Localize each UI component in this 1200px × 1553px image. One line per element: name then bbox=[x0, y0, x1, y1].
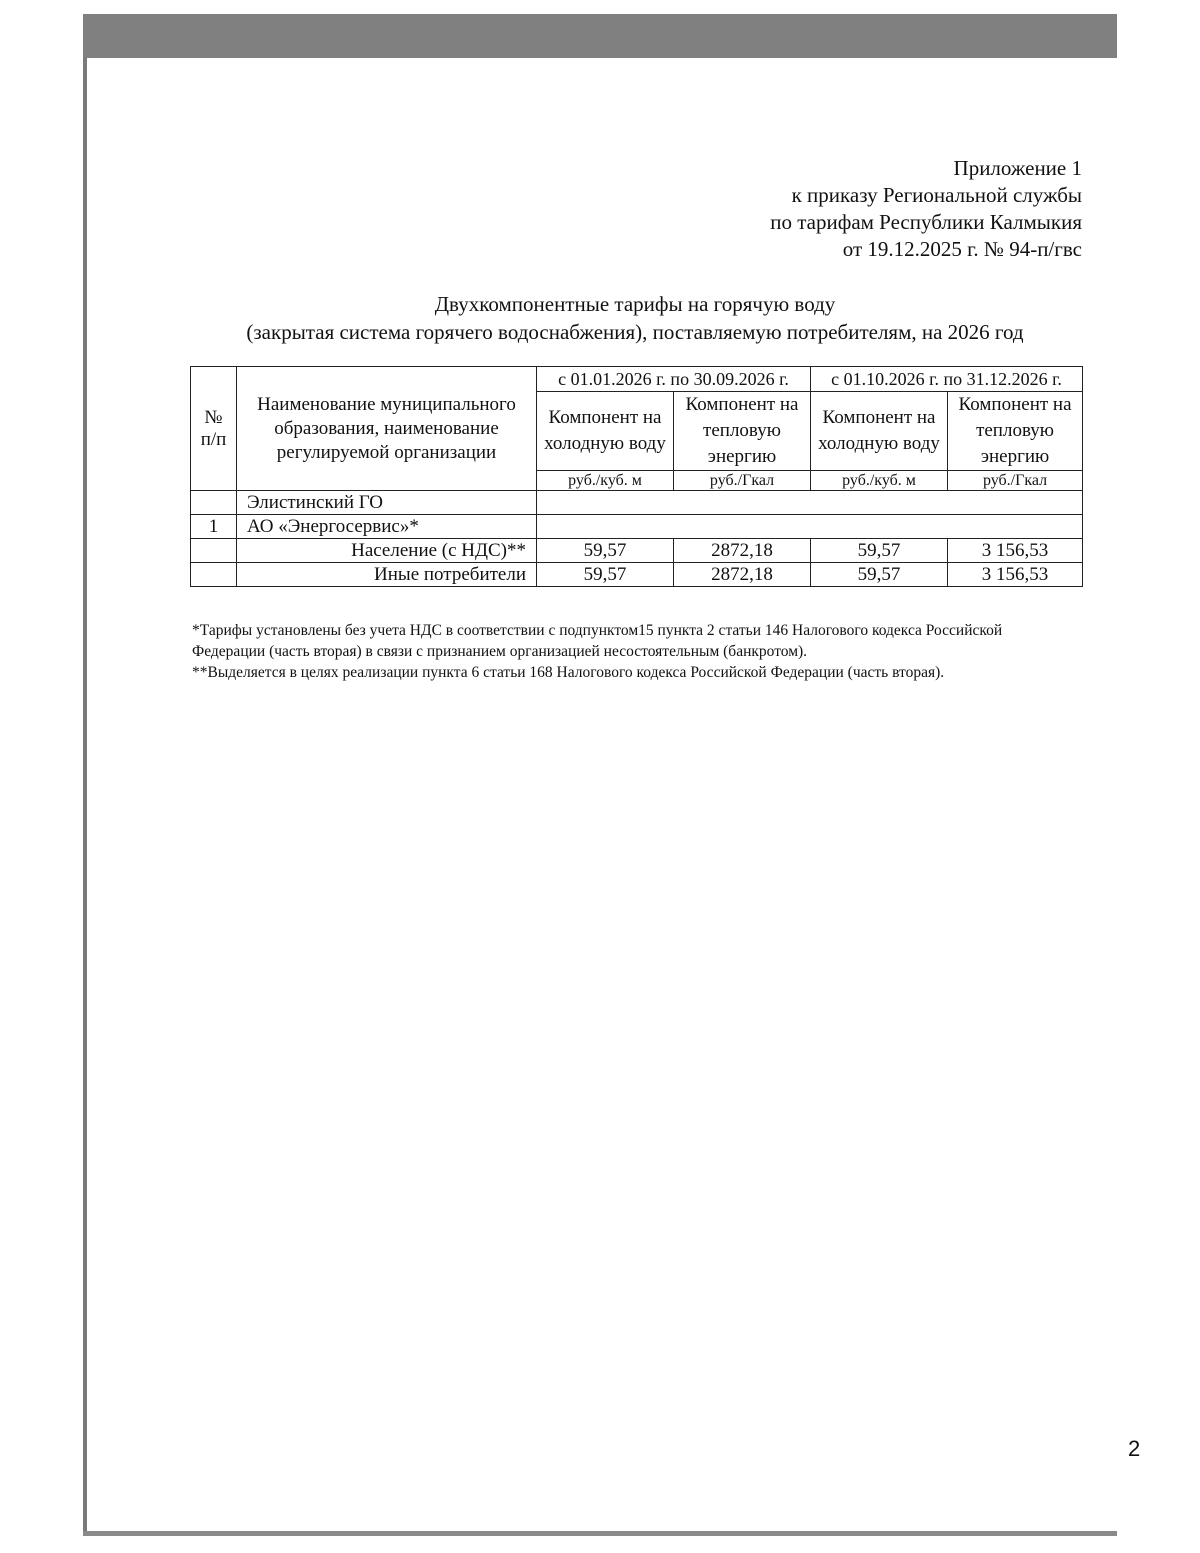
scan-bottom-border bbox=[83, 1531, 1117, 1536]
p2-heat-value: 3 156,53 bbox=[948, 539, 1083, 563]
footnote-1: *Тарифы установлены без учета НДС в соответствии с подпунктом15 пункта 2 статьи 146 Налогового кодекса Российской Федерации (часть вторая) в связи с признанием организацией несостоятельным (банкротом). bbox=[192, 622, 1003, 660]
table-row bbox=[191, 563, 1083, 587]
appendix-line-3: по тарифам Республики Калмыкия bbox=[770, 210, 1082, 234]
organization-row bbox=[191, 515, 1083, 539]
p2-cold-value: 59,57 bbox=[811, 539, 948, 563]
appendix-line-1: Приложение 1 bbox=[953, 156, 1082, 180]
header-period-2: с 01.10.2026 г. по 31.12.2026 г. bbox=[811, 367, 1083, 392]
row-number bbox=[191, 563, 237, 587]
title-line-1: Двухкомпонентные тарифы на горячую воду bbox=[434, 292, 836, 316]
p1-heat-value: 2872,18 bbox=[674, 563, 811, 587]
appendix-line-2: к приказу Региональной службы bbox=[791, 183, 1082, 207]
footnote-2: **Выделяется в целях реализации пункта 6 статьи 168 Налогового кодекса Российской Федерации (часть вторая). bbox=[192, 664, 945, 681]
p2-heat-value: 3 156,53 bbox=[948, 563, 1083, 587]
municipality-values bbox=[537, 491, 1083, 515]
p1-heat-value: 2872,18 bbox=[674, 539, 811, 563]
scan-top-border bbox=[83, 14, 1117, 58]
appendix-line-4: от 19.12.2025 г. № 94-п/гвс bbox=[842, 237, 1082, 261]
header-p2-cold: Компонент на холодную воду bbox=[811, 392, 948, 471]
unit-p1-cold: руб./куб. м bbox=[537, 471, 674, 491]
organization-name: АО «Энергосервис»* bbox=[237, 515, 537, 539]
tariff-table bbox=[190, 366, 1083, 587]
appendix-header bbox=[770, 155, 1082, 263]
page-number: 2 bbox=[1128, 1436, 1141, 1461]
consumer-name: Иные потребители bbox=[237, 563, 537, 587]
unit-p2-cold: руб./куб. м bbox=[811, 471, 948, 491]
header-p1-heat: Компонент на тепловую энергию bbox=[674, 392, 811, 471]
municipality-number bbox=[191, 491, 237, 515]
p2-cold-value: 59,57 bbox=[811, 563, 948, 587]
header-period-1: с 01.01.2026 г. по 30.09.2026 г. bbox=[537, 367, 811, 392]
municipality-row bbox=[191, 491, 1083, 515]
scan-left-border bbox=[83, 58, 87, 1536]
header-name: Наименование муниципального образования, наименование регулируемой организации bbox=[237, 367, 537, 491]
municipality-name: Элистинский ГО bbox=[237, 491, 537, 515]
p1-cold-value: 59,57 bbox=[537, 539, 674, 563]
unit-p1-heat: руб./Гкал bbox=[674, 471, 811, 491]
organization-values bbox=[537, 515, 1083, 539]
header-p2-heat: Компонент на тепловую энергию bbox=[948, 392, 1083, 471]
row-number bbox=[191, 539, 237, 563]
p1-cold-value: 59,57 bbox=[537, 563, 674, 587]
unit-p2-heat: руб./Гкал bbox=[948, 471, 1083, 491]
footnotes bbox=[192, 620, 1072, 683]
header-number: № п/п bbox=[191, 367, 237, 491]
header-p1-cold: Компонент на холодную воду bbox=[537, 392, 674, 471]
table-row bbox=[191, 539, 1083, 563]
consumer-name: Население (с НДС)** bbox=[237, 539, 537, 563]
title-line-2: (закрытая система горячего водоснабжения), поставляемую потребителям, на 2026 год bbox=[246, 320, 1024, 344]
document-title bbox=[190, 290, 1080, 346]
organization-number: 1 bbox=[191, 515, 237, 539]
